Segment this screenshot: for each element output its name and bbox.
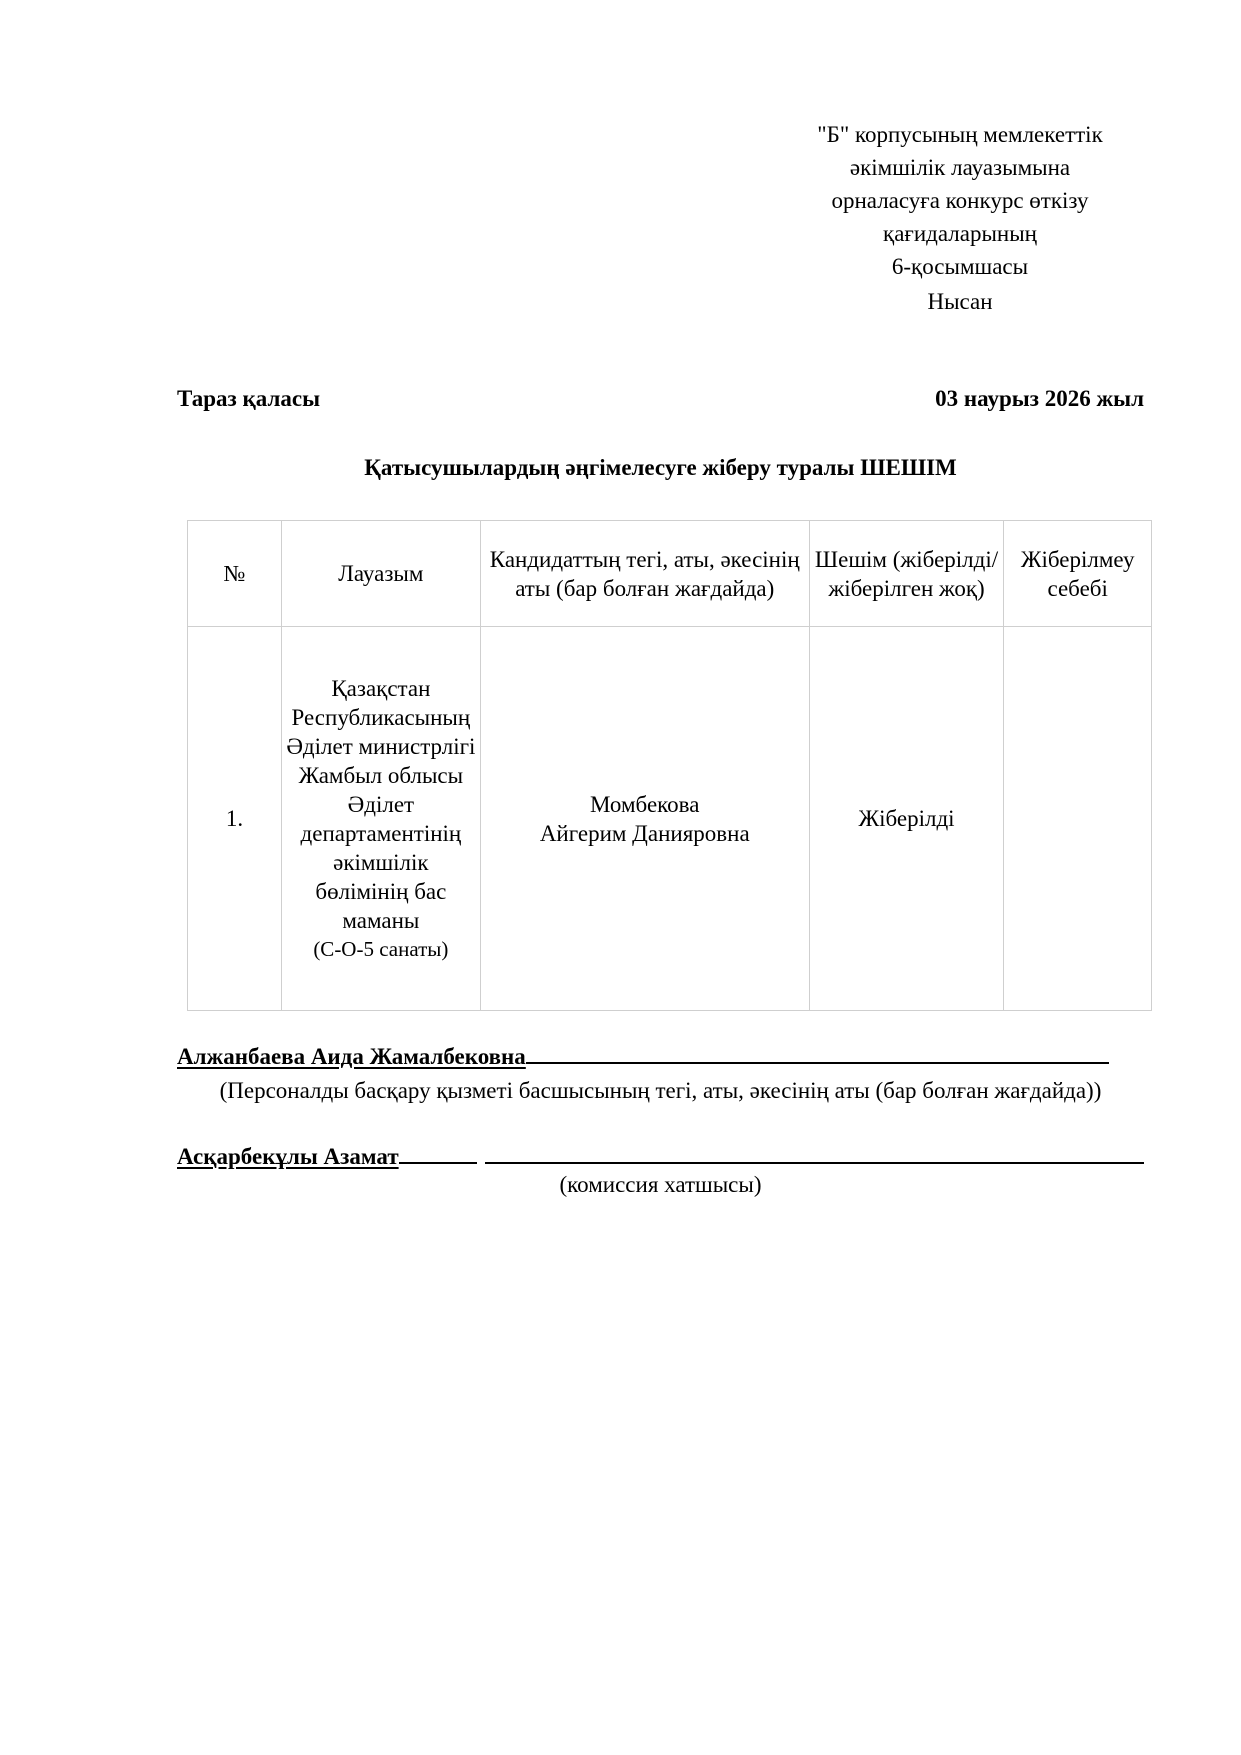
header-line: орналасуға конкурс өткізу bbox=[831, 188, 1089, 213]
header-reason: Жіберілмеу себебі bbox=[1004, 521, 1152, 627]
secretary-signature-line bbox=[177, 1144, 1144, 1170]
header-decision: Шешім (жіберілді/ жіберілген жоқ) bbox=[809, 521, 1004, 627]
signature-rule bbox=[526, 1061, 1109, 1064]
date: 03 наурыз 2026 жыл bbox=[935, 386, 1144, 411]
place-date-row bbox=[177, 386, 1144, 412]
decision-table bbox=[187, 520, 1152, 1011]
header-line: "Б" корпусының мемлекеттік bbox=[817, 122, 1103, 147]
header-line: әкімшілік лауазымына bbox=[849, 155, 1071, 180]
header-line: 6-қосымшасы bbox=[891, 254, 1029, 279]
cell-num: 1. bbox=[188, 627, 282, 1011]
table-row bbox=[188, 627, 1152, 1011]
cell-candidate bbox=[480, 627, 809, 1011]
secretary-name: Асқарбекұлы Азамат bbox=[177, 1144, 399, 1169]
cell-decision: Жіберілді bbox=[809, 627, 1004, 1011]
header-num: № bbox=[188, 521, 282, 627]
secretary-caption: (комиссия хатшысы) bbox=[559, 1172, 762, 1197]
cell-position bbox=[281, 627, 480, 1011]
signature-rule bbox=[485, 1161, 1144, 1164]
candidate-surname: Момбекова bbox=[590, 791, 700, 817]
signature-rule bbox=[399, 1161, 477, 1164]
hr-head-caption: (Персоналды басқару қызметі басшысының тегі, аты, әкесінің аты (бар болған жағдайда)) bbox=[219, 1078, 1102, 1103]
header-candidate: Кандидаттың тегі, аты, әкесінің аты (бар болған жағдайда) bbox=[480, 521, 809, 627]
position-category: (С-О-5 санаты) bbox=[313, 936, 449, 961]
table-header-row bbox=[188, 521, 1152, 627]
place: Тараз қаласы bbox=[177, 386, 321, 411]
cell-reason bbox=[1004, 627, 1152, 1011]
appendix-header bbox=[750, 118, 1170, 318]
hr-head-signature-line bbox=[177, 1044, 1144, 1070]
header-position: Лауазым bbox=[281, 521, 480, 627]
position-text: Қазақстан Республикасының Әділет министрлігі Жамбыл облысы Әділет департаментінің әкімшілік бөлімінің бас маманы bbox=[286, 675, 476, 933]
document-title: Қатысушылардың әңгімелесуге жіберу туралы ШЕШІМ bbox=[364, 455, 957, 480]
hr-head-name: Алжанбаева Аида Жамалбековна bbox=[177, 1044, 526, 1069]
form-label: Нысан bbox=[927, 289, 993, 314]
header-line: қағидаларының bbox=[883, 221, 1037, 246]
candidate-name: Айгерим Данияровна bbox=[539, 820, 750, 846]
